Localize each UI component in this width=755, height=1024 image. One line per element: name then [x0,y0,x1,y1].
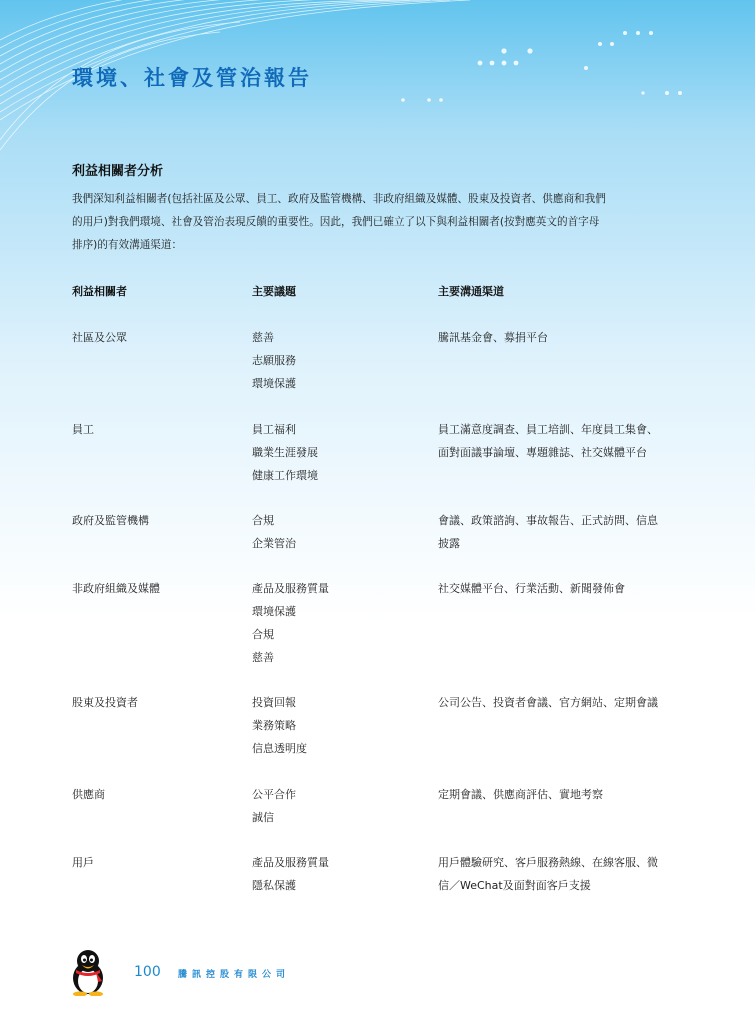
issue-item: 合規 [252,514,274,527]
issue-item: 投資回報 [252,696,296,709]
stakeholder-cell: 員工 [72,423,94,436]
stakeholder-cell: 供應商 [72,788,105,801]
issue-item: 產品及服務質量 [252,582,329,595]
issue-item: 合規 [252,628,274,641]
channel-line: 社交媒體平台、行業活動、新聞發佈會 [438,582,625,595]
page-number: 100 [134,964,161,980]
issues-cell [252,509,427,555]
issue-item: 產品及服務質量 [252,856,329,869]
intro-line: 我們深知利益相關者(包括社區及公眾、員工、政府及監管機構、非政府組織及媒體、股東及投資者、供應商和我們 [72,193,606,205]
issues-cell [252,783,427,829]
stakeholder-cell: 股東及投資者 [72,696,138,709]
intro-paragraph [72,188,692,257]
issue-item: 志願服務 [252,354,296,367]
stakeholder-cell: 用戶 [72,856,94,869]
issues-cell [252,577,427,669]
issue-item: 信息透明度 [252,742,307,755]
column-header-channels: 主要溝通渠道 [438,285,504,298]
stakeholder-cell: 政府及監管機構 [72,514,149,527]
issues-cell [252,326,427,395]
issue-item: 職業生涯發展 [252,446,318,459]
intro-line: 的用戶)對我們環境、社會及管治表現反饋的重要性。因此，我們已確立了以下與利益相關者(按對應英文的首字母 [72,216,600,228]
column-header-stakeholder: 利益相關者 [72,285,127,298]
channel-line: 會議、政策諮詢、事故報告、正式訪問、信息 [438,514,658,527]
issue-item: 環境保護 [252,377,296,390]
issue-item: 隱私保護 [252,879,296,892]
issues-cell [252,691,427,760]
issue-item: 企業管治 [252,537,296,550]
intro-line: 排序)的有效溝通渠道： [72,239,183,251]
channels-cell [438,418,693,464]
issue-item: 公平合作 [252,788,296,801]
issues-cell [252,851,427,897]
stakeholder-cell: 社區及公眾 [72,331,127,344]
issue-item: 誠信 [252,811,274,824]
penguin-mascot-icon [68,948,108,996]
issue-item: 健康工作環境 [252,469,318,482]
issue-item: 慈善 [252,331,274,344]
company-name: 騰訊控股有限公司 [178,970,291,980]
issue-item: 慈善 [252,651,274,664]
channel-line: 員工滿意度調查、員工培訓、年度員工集會、 [438,423,658,436]
issue-item: 業務策略 [252,719,296,732]
channel-line: 公司公告、投資者會議、官方網站、定期會議 [438,696,658,709]
channels-cell [438,783,693,806]
channel-line: 信／WeChat及面對面客戶支援 [438,879,591,892]
issue-item: 環境保護 [252,605,296,618]
channel-line: 面對面議事論壇、專題雜誌、社交媒體平台 [438,446,647,459]
channel-line: 騰訊基金會、募捐平台 [438,331,548,344]
report-title: 環境、社會及管治報告 [72,66,312,90]
section-title: 利益相關者分析 [72,164,164,179]
channels-cell [438,851,693,897]
channel-line: 定期會議、供應商評估、實地考察 [438,788,603,801]
issue-item: 員工福利 [252,423,296,436]
channel-line: 披露 [438,537,460,550]
channels-cell [438,509,693,555]
channels-cell [438,691,693,714]
channels-cell [438,326,693,349]
issues-cell [252,418,427,487]
channels-cell [438,577,693,600]
stakeholder-cell: 非政府組織及媒體 [72,582,160,595]
channel-line: 用戶體驗研究、客戶服務熱線、在線客服、微 [438,856,658,869]
column-header-issues: 主要議題 [252,285,296,298]
